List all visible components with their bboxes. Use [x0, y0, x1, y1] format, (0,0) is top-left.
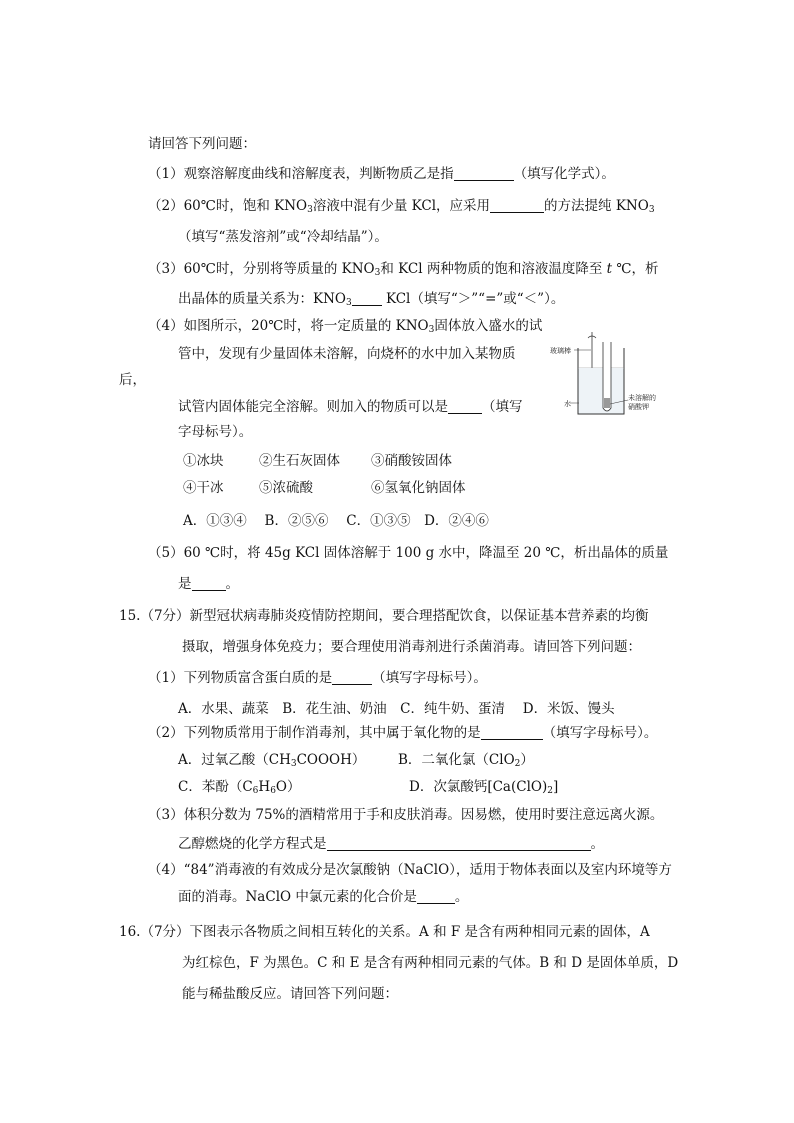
q15-option-b: [398, 750, 534, 774]
q15-heading-line2: 摄取，增强身体免疫力；要合理使用消毒剂进行杀菌消毒。请回答下列问题：: [182, 639, 641, 655]
q16-heading: 16.（7分）下图表示各物质之间相互转化的关系。A 和 F 是含有两种相同元素的固体，A: [119, 924, 650, 940]
subscript: 2: [547, 786, 553, 796]
q14-p5-text-b: 是: [178, 576, 192, 592]
subscript: 3: [345, 298, 352, 308]
q15-part4: （4）“84”消毒液的有效成分是次氯酸钠（NaClO），适用于物体表面以及室内环境等方: [148, 862, 672, 878]
subscript: 2: [514, 759, 521, 769]
q14-p3-text-e: KCl（填写“＞”“=”或“＜”）。: [381, 291, 565, 307]
q14-part4-line5: 字母标号）。: [178, 424, 253, 440]
item-2: ②生石灰固体: [259, 453, 340, 469]
opt-b-text: B．二氧化氯（ClO: [398, 752, 515, 768]
q14-part2-line2: （填写“蒸发溶剂”或“冷却结晶”）。: [178, 229, 388, 245]
q14-p2-text-b: 溶液中混有少量 KCl，应采用: [312, 198, 491, 214]
opt-c-text-b: H: [258, 779, 271, 795]
subscript: 3: [290, 759, 297, 769]
opt-d-text: D．次氯酸钙[Ca(ClO): [409, 779, 548, 795]
opt-c-text-c: O）: [275, 779, 301, 795]
q14-part4-line3: 后，: [119, 372, 146, 388]
q14-part2: [148, 196, 655, 220]
subscript: 6: [252, 786, 259, 796]
q15-part2: [148, 723, 657, 743]
q14-part4: [148, 316, 542, 340]
q14-p3-text-a: （3）60℃时，分别将等质量的 KNO: [148, 261, 375, 277]
q15-part1: [148, 668, 487, 688]
q15-p4-text-c: 。: [454, 889, 469, 905]
q14-p3-text-c: ℃，析: [612, 261, 659, 277]
q15-option-a: [178, 750, 365, 774]
q15-option-d: [409, 777, 558, 801]
q14-p3-blank[interactable]: [352, 291, 382, 306]
q14-p4-text-e: 试管内固体能完全溶解。则加入的物质可以是: [178, 399, 448, 415]
q15-heading: 15.（7分）新型冠状病毒肺炎疫情防控期间，要合理搭配饮食，以保证基本营养素的均衡: [119, 608, 649, 624]
q14-part4-line2: 管中，发现有少量固体未溶解，向烧杯的水中加入某物质: [178, 346, 516, 362]
opt-c-text: C．苯酚（C: [178, 779, 253, 795]
q15-p4-text-b: 面的消毒。NaClO 中氯元素的化合价是: [178, 889, 417, 905]
q14-part5-line2: [178, 574, 239, 594]
item-3: ③硝酸铵固体: [371, 453, 452, 469]
q14-part3: [148, 259, 658, 283]
q15-part1-options: A．水果、蔬菜 B．花生油、奶油 C．纯牛奶、蛋清 D．米饭、馒头: [178, 701, 615, 717]
opt-a-text-b: COOOH）: [296, 752, 366, 768]
item-4: ④干冰: [183, 480, 224, 496]
q15-p1-text-a: （1）下列物质富含蛋白质的是: [148, 670, 333, 686]
item-6: ⑥氢氧化钠固体: [371, 480, 466, 496]
q15-p2-text-b: （填写字母标号）。: [542, 725, 658, 741]
label-glass-rod: 玻璃棒: [550, 347, 571, 355]
beaker-test-tube-figure: [548, 328, 668, 420]
q15-p1-blank[interactable]: [332, 670, 372, 685]
q15-p2-text-a: （2）下列物质常用于制作消毒剂，其中属于氧化物的是: [148, 725, 481, 741]
q14-part3-line2: [178, 289, 564, 313]
subscript: 3: [374, 268, 381, 278]
subscript: 6: [270, 786, 276, 796]
q14-p3-t: t: [606, 261, 613, 277]
q14-choices: A．①③④ B．②⑤⑥ C．①③⑤ D．②④⑥: [183, 513, 489, 529]
q16-heading-line3: 能与稀盐酸反应。请回答下列问题：: [182, 986, 398, 1002]
q15-part3-line2: [178, 834, 604, 854]
q14-p1-text-end: （填写化学式）。: [513, 166, 615, 182]
q15-p1-text-b: （填写字母标号）。: [372, 670, 487, 686]
subscript: 3: [428, 325, 435, 335]
q14-p1-blank[interactable]: [454, 166, 514, 181]
intro-text: 请回答下列问题：: [148, 136, 256, 152]
label-water: 水: [564, 400, 571, 408]
item-1: ①冰块: [183, 453, 224, 469]
q15-p3-text-c: 。: [590, 836, 604, 852]
q14-part1: [148, 164, 615, 184]
subscript: 3: [648, 205, 655, 215]
q14-p1-text: （1）观察溶解度曲线和溶解度表，判断物质乙是指: [148, 166, 454, 182]
q14-p4-text-b: 固体放入盛水的试: [434, 318, 543, 334]
q14-p3-text-b: 和 KCl 两种物质的饱和溶液温度降至: [380, 261, 607, 277]
opt-d-text-b: ]: [552, 779, 559, 795]
subscript: 3: [307, 205, 313, 215]
q14-p3-text-d: 出晶体的质量关系为：KNO: [178, 291, 346, 307]
q14-p5-blank[interactable]: [192, 576, 226, 591]
q14-p4-text-a: （4）如图所示，20℃时，将一定质量的 KNO: [148, 318, 429, 334]
q16-heading-line2: 为红棕色，F 为黑色。C 和 E 是含有两种相同元素的气体。B 和 D 是固体单质，D: [182, 955, 679, 971]
q14-p4-blank[interactable]: [448, 399, 482, 414]
label-solid-2: 硝酸钾: [628, 403, 649, 411]
q15-part3: （3）体积分数为 75%的酒精常用于手和皮肤消毒。因易燃，使用时要注意远离火源。: [148, 807, 664, 823]
opt-b-text-b: ）: [520, 752, 534, 768]
q14-part5: （5）60 ℃时，将 45g KCl 固体溶解于 100 g 水中，降温至 20 ℃，析出晶体的质量: [148, 545, 669, 561]
q14-p5-text-c: 。: [225, 576, 239, 592]
q14-p2-text-a: （2）60℃时，饱和 KNO: [148, 198, 308, 214]
q14-p2-blank[interactable]: [490, 198, 544, 213]
q15-p2-blank[interactable]: [481, 725, 543, 740]
q15-p3-text-b: 乙醇燃烧的化学方程式是: [178, 836, 327, 852]
q14-p4-text-f: （填写: [482, 399, 523, 415]
q14-p2-text-c: 的方法提纯 KNO: [544, 198, 649, 214]
q15-p4-blank[interactable]: [417, 889, 455, 904]
label-solid: 未溶解的: [628, 394, 656, 402]
q15-p3-blank[interactable]: [327, 836, 591, 851]
q15-part4-line2: [178, 887, 468, 907]
item-5: ⑤浓硫酸: [259, 480, 313, 496]
q14-part4-line4: [178, 397, 523, 417]
opt-a-text: A．过氧乙酸（CH: [178, 752, 291, 768]
q15-option-c: [178, 777, 301, 801]
